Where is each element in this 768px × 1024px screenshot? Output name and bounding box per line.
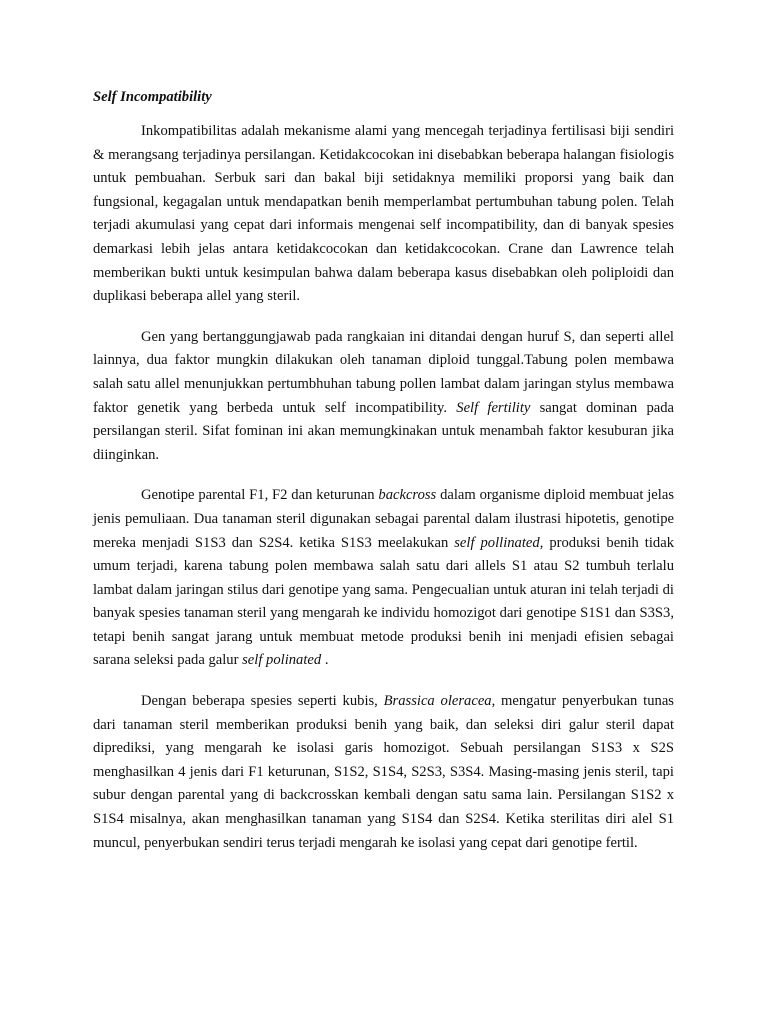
italic-term: self pollinated	[454, 534, 540, 551]
paragraph-3	[93, 484, 674, 673]
paragraph-text: Genotipe parental F1, F2 dan keturunan	[141, 487, 379, 504]
paragraph-text: sangat dominan pada persilangan steril. Sifat fominan ini akan memungkinakan untuk menambah faktor kesuburan jika diinginkan.	[93, 399, 674, 463]
italic-term: Self fertility	[456, 399, 531, 416]
paragraph-text: .	[321, 652, 329, 669]
paragraph-text: Inkompatibilitas adalah mekanisme alami yang mencegah terjadinya fertilisasi biji sendiri & merangsang terjadinya persilangan. Ketidakcocokan ini disebabkan beberapa halangan fisiologis untuk pembuahan. Serbuk sari dan bakal biji setidaknya memiliki proporsi yang baik dan fungsional, kegagalan untuk mendapatkan benih memperlambat pertumbuhan tabung polen. Telah terjadi akumulasi yang cepat dari informais mengenai self incompatibility, dan di banyak spesies demarkasi lebih jelas antara ketidakcocokan dan ketidakcocokan. Crane dan Lawrence telah memberikan bukti untuk kesimpulan bahwa dalam beberapa kasus disebabkan oleh poliploidi dan duplikasi beberapa allel yang steril.	[93, 123, 674, 305]
paragraph-text: Dengan beberapa spesies seperti kubis,	[141, 693, 384, 710]
italic-term: self polinated	[242, 652, 322, 669]
document-title: Self Incompatibility	[93, 89, 212, 105]
italic-term: backcross	[378, 487, 437, 504]
paragraph-text: dalam organisme diploid membuat jelas jenis pemuliaan. Dua tanaman steril digunakan sebagai parental dalam ilustrasi hipotetis, genotipe mereka menjadi S1S3 dan S2S4. ketika S1S3 meelakukan	[93, 487, 674, 551]
paragraph-1	[93, 120, 674, 309]
paragraph-2	[93, 326, 674, 468]
paragraph-text: , produksi benih tidak umum terjadi, karena tabung polen membawa salah satu dari allels S1 atau S2 tumbuh terlalu lambat dalam jaringan stilus dari genotipe yang sama. Pengecualian untuk aturan ini telah terjadi di banyak spesies tanaman steril yang mengarah ke individu homozigot dari genotipe S1S1 dan S3S3, tetapi benih sangat jarang untuk membuat metode produksi benih ini menjadi efisien sebagai sarana seleksi pada galur	[93, 534, 674, 669]
italic-term: Brassica oleracea	[383, 693, 492, 710]
paragraph-text: Gen yang bertanggungjawab pada rangkaian ini ditandai dengan huruf S, dan seperti allel lainnya, dua faktor mungkin dilakukan oleh tanaman diploid tunggal.Tabung polen membawa salah satu allel menunjukkan pertumbhuhan tabung pollen lambat dalam jaringan stylus membawa faktor genetik yang berbeda untuk self incompatibility.	[93, 328, 674, 416]
paragraph-4	[93, 690, 674, 855]
paragraph-text: , mengatur penyerbukan tunas dari tanaman steril memberikan produksi benih yang baik, dan seleksi diri galur steril dapat diprediksi, yang mengarah ke isolasi garis homozigot. Sebuah persilangan S1S3 x S2S menghasilkan 4 jenis dari F1 keturunan, S1S2, S1S4, S2S3, S3S4. Masing-masing jenis steril, tapi subur dengan parental yang di backcrosskan kembali dengan satu sama lain. Persilangan S1S2 x S1S4 misalnya, akan menghasilkan tanaman yang S1S4 dan S2S4. Ketika sterilitas diri alel S1 muncul, penyerbukan sendiri terus terjadi mengarah ke isolasi yang cepat dari genotipe fertil.	[93, 693, 674, 851]
document-page	[93, 87, 674, 872]
